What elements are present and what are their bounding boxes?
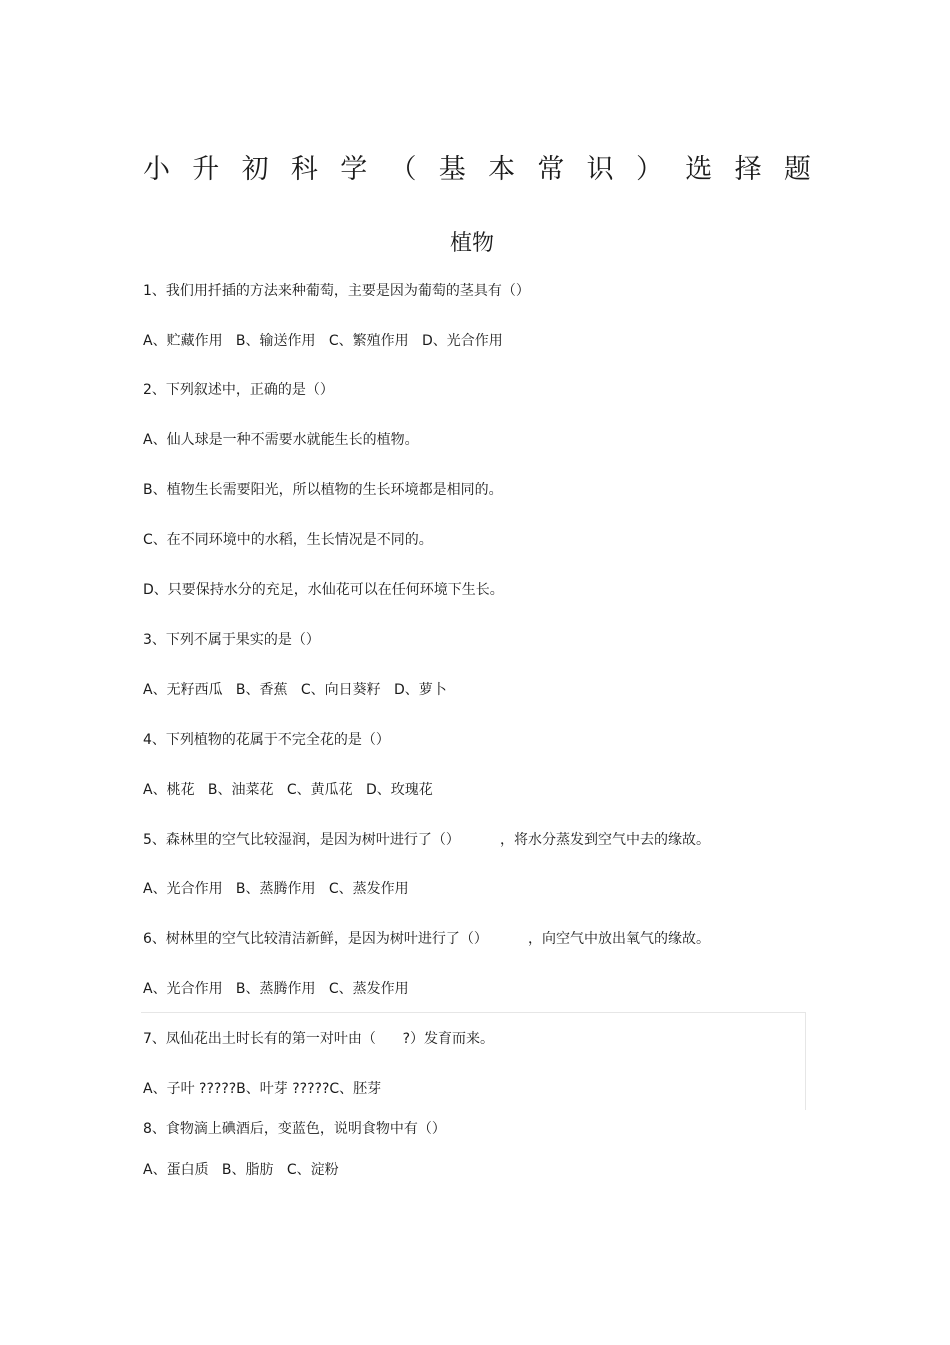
answer-option: C、在不同环境中的水稻，生长情况是不同的。 <box>143 532 433 548</box>
question-text: 7、凤仙花出土时长有的第一对叶由（ ?）发育而来。 <box>143 1031 495 1047</box>
section-heading: 植物 <box>449 231 494 256</box>
title-char: 小 <box>143 154 170 185</box>
answer-option: D、只要保持水分的充足，水仙花可以在任何环境下生长。 <box>143 582 504 598</box>
question-text: 2、下列叙述中，正确的是（） <box>143 382 334 398</box>
answer-options: A、光合作用 B、蒸腾作用 C、蒸发作用 <box>143 881 409 897</box>
answer-options: A、无籽西瓜 B、香蕉 C、向日葵籽 D、萝卜 <box>143 682 447 698</box>
question-text: 3、下列不属于果实的是（） <box>143 632 320 648</box>
question-text: 4、下列植物的花属于不完全花的是（） <box>143 732 390 748</box>
title-char: 择 <box>734 154 762 185</box>
answer-option: A、仙人球是一种不需要水就能生长的植物。 <box>143 432 419 448</box>
title-char: 学 <box>340 154 368 185</box>
title-char: 升 <box>192 154 220 185</box>
title-char: 本 <box>488 154 516 185</box>
answer-options: A、贮藏作用 B、输送作用 C、繁殖作用 D、光合作用 <box>143 333 503 349</box>
question-text: 5、森林里的空气比较湿润，是因为树叶进行了（） ，将水分蒸发到空气中去的缘故。 <box>143 832 710 848</box>
answer-options: A、光合作用 B、蒸腾作用 C、蒸发作用 <box>143 981 409 997</box>
title-char: （ <box>389 154 417 185</box>
question-text: 6、树林里的空气比较清洁新鲜，是因为树叶进行了（） ，向空气中放出氧气的缘故。 <box>143 931 710 947</box>
title-char: 基 <box>438 154 466 185</box>
title-char: ） <box>635 154 663 185</box>
title-char: 题 <box>783 154 811 185</box>
title-char: 科 <box>290 154 318 185</box>
answer-option: B、植物生长需要阳光，所以植物的生长环境都是相同的。 <box>143 482 503 498</box>
answer-options: A、蛋白质 B、脂肪 C、淀粉 <box>143 1162 339 1178</box>
answer-options: A、子叶 ?????B、叶芽 ?????C、胚芽 <box>143 1081 382 1097</box>
title-char: 初 <box>241 154 269 185</box>
title-char: 选 <box>685 154 713 185</box>
document-title <box>143 150 811 190</box>
question-text: 1、我们用扦插的方法来种葡萄，主要是因为葡萄的茎具有（） <box>143 283 530 299</box>
answer-options: A、桃花 B、油菜花 C、黄瓜花 D、玫瑰花 <box>143 782 433 798</box>
title-char: 识 <box>586 154 614 185</box>
question-text: 8、食物滴上碘酒后，变蓝色，说明食物中有（） <box>143 1121 446 1137</box>
title-char: 常 <box>537 154 565 185</box>
